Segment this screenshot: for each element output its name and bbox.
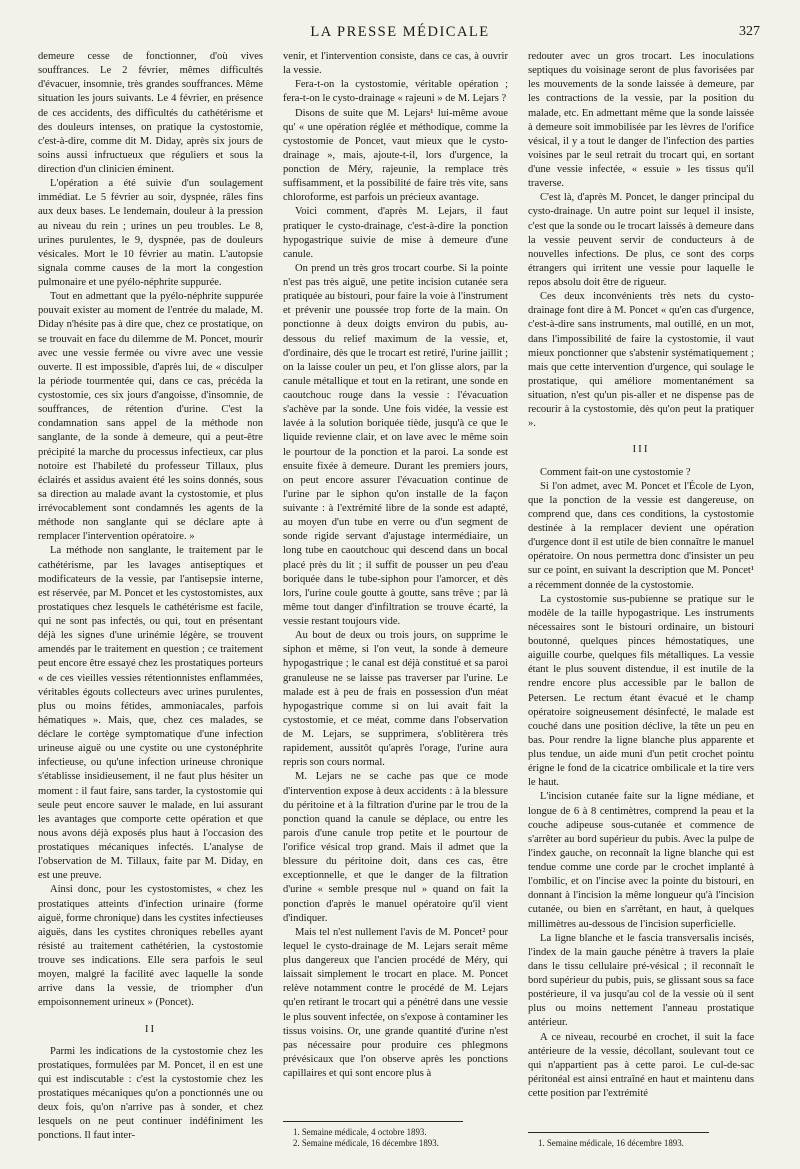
paragraph: Ainsi donc, pour les cystostomistes, « chez les prostatiques atteints d'infection urinaire (forme aiguë, forme chronique) dans les cystites infectieuses aiguës, dans les cystites chroniques rebelles ayant résisté au traitement cathétérien, la cystostomie trouve ses indications. Elle sera parfois le seul moyen, malgré la facilité avec laquelle la sonde arrive dans la vessie, de triompher d'un empoisonnement urineux » (Poncet). bbox=[38, 884, 263, 1009]
paragraph: A ce niveau, recourbé en crochet, il suit la face antérieure de la vessie, décollant, soulevant tout ce qui n'appartient pas à cette paroi. Le cul-de-sac péritonéal est ainsi entraîné en haut et maintenu dans cette position par l'extrémité bbox=[528, 1031, 754, 1099]
section-number: II bbox=[144, 1022, 157, 1035]
footnote-rule bbox=[283, 1121, 463, 1122]
footnote-rule bbox=[528, 1132, 709, 1133]
paragraph: La ligne blanche et le fascia transversalis incisés, l'index de la main gauche pénètre à travers la plaie dans le tissu cellulaire pré-vésical ; il reconnaît le bord supérieur du pubis, puis, se glissant sous sa face postérieure, il va jusqu'au col de la vessie où il sent plus ou moins nettement l'anneau prostatique antérieur. bbox=[528, 932, 754, 1029]
text-columns bbox=[38, 50, 762, 1155]
footnotes bbox=[528, 1132, 754, 1149]
paragraph: redouter avec un gros trocart. Les inoculations septiques du voisinage seront de plus favorisées par les mouvements de la sonde laissée à demeure, par les contractions de la vessie, par la position du malade, etc. En admettant même que la sonde laissée à demeure soit immobilisée par les lèvres de l'orifice vésical, il y a tout le danger de l'infection des parties voisines par le seul retrait du trocart qui, en sortant d'une vessie infectée, « essuie » les tissus qu'il traverse. bbox=[528, 51, 754, 190]
running-head bbox=[38, 0, 762, 50]
paragraph: venir, et l'intervention consiste, dans ce cas, à ouvrir la vessie. bbox=[283, 51, 508, 77]
paragraph: La méthode non sanglante, le traitement par le cathétérisme, par les lavages antiseptiques et modificateurs de la vessie, par l'antisepsie interne, est réservée, par M. Poncet et les cystostomistes, aux prostatiques chez lesquels le cathétérisme est facile, qui ne sont pas infectés, ou qui, tout en présentant déjà les signes d'une urinémie légère, se trouvent amendés par le traitement en question ; ce traitement peut encore être essayé chez les prostatiques porteurs « de ces vieilles vessies rétentionnistes enflammées, véritables égouts collecteurs avec urines purulentes, plus ou moins fétides, ammoniacales, parfois hématiques ». Mais, que, chez ces malades, se déclare le cortège symptomatique d'une infection urineuse aiguë ou une cystite ou une cystonéphrite infectieuse, ou qu'une infection urineuse chronique s'établisse insidieusement, il ne faut plus hésiter un moment : il faut faire, sans tarder, la cystostomie qui seule peut encore sauver le malade, en lui assurant les avantages que comporte cette opération et que nous avons déjà exposés plus haut à l'occasion des prostatiques mécaniques infectés. L'analyse de l'observation de M. Tillaux, faite par M. Diday, en est une preuve. bbox=[38, 545, 263, 882]
column-right bbox=[528, 50, 754, 1155]
paragraph: Ces deux inconvénients très nets du cysto-drainage font dire à M. Poncet « qu'en cas d'urgence, c'est-à-dire sans instruments, mal outillé, en un mot, dans l'impossibilité de faire la cystostomie, il vaut mieux ponctionner que s'abstenir systématiquement ; mais que cette intervention d'urgence, qui soulage le prostatique, qui améliore momentanément sa situation, n'est qu'un pis-aller et ne dispense pas de recourir à la cystostomie, dès qu'on peut la pratiquer ». bbox=[528, 291, 754, 430]
footnotes bbox=[283, 1121, 508, 1149]
paragraph: Si l'on admet, avec M. Poncet et l'École de Lyon, que la ponction de la vessie est dangereuse, on comprend que, dans ces conditions, la cystostomie destinée à la remplacer devient une opération d'urgence dont il est utile de bien connaître le manuel opératoire. On nous permettra donc d'insister un peu sur ce point, en suivant la description que M. Poncet¹ a récemment donnée de la cystostomie. bbox=[528, 480, 754, 591]
paragraph: On prend un très gros trocart courbe. Si la pointe n'est pas très aiguë, une petite incision cutanée sera pratiquée au bistouri, pour faire la voie à l'instrument et prévenir une poussée trop forte de la main. On ponctionne à deux doigts environ du pubis, au-dessous du relief maximum de la vessie, et, d'ordinaire, dès que le trocart est retiré, l'urine jaillit ; on la laisse couler un peu, et l'on glisse alors, par la canule métallique et tout en la retirant, une sonde en caoutchouc rouge dans la vessie : l'évacuation s'achève par la sonde. Une fois vidée, la vessie est lavée à la solution boriquée tiède, jusqu'à ce que le liquide revienne clair, et on lave avec le même soin le pourtour de la ponction et la paroi. La sonde est ensuite fixée à demeure. Durant les premiers jours, on peut encore assurer l'évacuation continue de l'urine par le siphon qu'on installe de la façon suivante : à l'extrémité libre de la sonde est adapté, au moyen d'un tube en verre ou d'un segment de sonde rigide servant d'ajustage intermédiaire, un long tube en caoutchouc qui descend dans un bocal placé près du lit ; il suffit de pousser un peu d'eau boriquée dans le tube-siphon pour l'amorcer, et dès lors, l'urine coule goutte à goutte, sans trêve ; par là même tout danger d'infiltration se trouve écarté, la vessie restant toujours vide. bbox=[283, 262, 508, 627]
section-number: III bbox=[632, 443, 650, 456]
column-middle bbox=[283, 50, 508, 1155]
paragraph: Fera-t-on la cystostomie, véritable opération ; fera-t-on le cysto-drainage « rajeuni » de M. Lejars ? bbox=[283, 79, 508, 105]
paragraph: M. Lejars ne se cache pas que ce mode d'intervention expose à deux accidents : à la blessure du péritoine et à la filtration d'urine par le trou de la ponction quand la canule se déplace, ou entre les parois d'une canule trop petite et le pourtour de l'orifice vésical trop grand. Mais il admet que la blessure du péritoine doit, dans ces cas, être exceptionnelle, et que le danger de la filtration d'urine « semble presque nul » quand on fait la ponction d'après le manuel opératoire qu'il vient d'indiquer. bbox=[283, 771, 508, 924]
paragraph: Parmi les indications de la cystostomie chez les prostatiques, formulées par M. Poncet, il en est une qui est indiscutable : c'est la cystostomie chez les prostatiques mécaniques qu'on a ponctionnés une ou deux fois, qu'on n'arrive pas à sonder, et chez lesquels on ne peut continuer indéfiniment les ponctions. Il faut inter- bbox=[38, 1045, 263, 1142]
column-left bbox=[38, 50, 263, 1155]
paragraph: La cystostomie sus-pubienne se pratique sur le modèle de la taille hypogastrique. Les instruments nécessaires sont le bistouri ordinaire, un bistouri boutonné, quelques pinces hémostatiques, une aiguille courbe, quelques fils métalliques. La vessie étant le plus souvent distendue, il est inutile de la rendre encore plus accessible par le ballon de Petersen. Le rectum étant évacué et le champ opératoire soigneusement désinfecté, le malade est couché dans une position déclive, la tête un peu en bas. Pour rendre la ligne blanche plus apparente et plus tendue, un aide muni d'un petit crochet pointu érigne le fond de la cicatrice ombilicale et la tire vers le haut. bbox=[528, 593, 754, 789]
paragraph: Voici comment, d'après M. Lejars, il faut pratiquer le cysto-drainage, c'est-à-dire la ponction hypogastrique suivie de mise à demeure d'une canule. bbox=[283, 206, 508, 260]
paragraph: L'opération a été suivie d'un soulagement immédiat. Le 5 février au soir, dyspnée, râles fins aux deux bases. Le lendemain, douleur à la pression au niveau du rein ; urines un peu troubles. Le 8, urines purulentes, le 9, dyspnée, pas de douleurs vésicales. Mort le 10 février au matin. L'autopsie signala comme causes de la mort la congestion pulmonaire et une pyélo-néphrite suppurée. bbox=[38, 178, 263, 288]
footnote: 1. Semaine médicale, 16 décembre 1893. bbox=[538, 1138, 684, 1148]
paragraph: Au bout de deux ou trois jours, on supprime le siphon et même, si l'on veut, la sonde à demeure hypogastrique ; le canal est déjà constitué et sa paroi granuleuse ne se laisse pas traverser par l'urine. Le malade est à peu de frais en possession d'un méat hypogastrique comme si on lui avait fait la cystostomie, et ce méat, comme dans l'observation de M. Lejars, se supprimera, s'oblitèrera très rapidement, aussitôt qu'après l'orage, l'urine aura repris son cours normal. bbox=[283, 630, 508, 769]
paragraph: Mais tel n'est nullement l'avis de M. Poncet² pour lequel le cysto-drainage de M. Lejars serait même plus dangereux que l'ancien procédé de Méry, qui laissait simplement le trocart en place. M. Poncet relève notamment contre le procédé de M. Lejars qu'en retirant le trocart qui a pénétré dans une vessie le plus souvent infectée, on s'expose à contaminer les tissus voisins. Or, une grande quantité d'urine n'est pas nécessaire pour produire ces phlegmons prévésicaux que l'on observe après les ponctions capillaires et qui sont encore plus à bbox=[283, 926, 508, 1079]
running-title: LA PRESSE MÉDICALE bbox=[310, 24, 490, 40]
page-number: 327 bbox=[739, 24, 760, 39]
paragraph: Disons de suite que M. Lejars¹ lui-même avoue qu' « une opération réglée et méthodique, comme la cystostomie de Poncet, vaut mieux que le cysto-drainage », mais, ajoute-t-il, lors d'urgence, la ponction de Méry, rajeunie, la remplace très suffisamment, et la possibilité de faire très vite, sans chloroforme, est parfois un précieux avantage. bbox=[283, 107, 508, 204]
section-heading-question: Comment fait-on une cystostomie ? bbox=[540, 466, 691, 478]
paragraph: C'est là, d'après M. Poncet, le danger principal du cysto-drainage. Un autre point sur lequel il insiste, c'est que la sonde ou le trocart laissés à demeure dans la vessie peuvent servir de conducteurs à de nouvelles infections. De plus, ce sont des corps étrangers qui irritent une vessie pour laquelle le repos absolu doit être de rigueur. bbox=[528, 192, 754, 288]
paragraph: Tout en admettant que la pyélo-néphrite suppurée pouvait exister au moment de l'entrée du malade, M. Diday n'hésite pas à dire que, chez ce prostatique, on se trouvait en face du dilemme de M. Poncet, mourir avec une vessie fermée ou vivre avec une vessie ouverte. Il est impossible, d'après lui, de « disculper la période tourmentée qui, dans ce cas, précéda la cystostomie, ces six jours d'angoisse, d'insomnie, de souffrances, de rétention d'urine. C'est la condamnation sans appel de la méthode non sanglante, de la sonde à demeure, qui a peut-être précipité la marche du processus infectieux, car plus notoire est l'habileté du professeur Tillaux, plus éclairés et assidus avaient été les soins donnés, sous sa direction au malade avant la cystostomie, et plus irrévocablement sont condamnés les agents de la méthode non sanglante qui se déclare apte à remplacer l'intervention opératoire. » bbox=[38, 291, 263, 543]
footnote: 2. Semaine médicale, 16 décembre 1893. bbox=[293, 1138, 439, 1148]
paragraph: L'incision cutanée faite sur la ligne médiane, et longue de 6 à 8 centimètres, comprend la peau et la couche adipeuse sous-cutanée et commence de s'arrêter au bord supérieur du pubis. Avec la pulpe de l'index gauche, on reconnaît la ligne blanche qui est tendue comme une corde par le crochet implanté à l'ombilic, et on l'incise avec la pointe du bistouri, en donnant à l'incision la même longueur qu'à l'incision cutanée, ou bien en s'arrêtant, en haut, à quelques millimètres au-dessous de l'incision superficielle. bbox=[528, 791, 754, 930]
paragraph: demeure cesse de fonctionner, d'où vives souffrances. Le 2 février, mêmes difficultés d'évacuer, insomnie, très grandes souffrances. Même situation les jours suivants. Le 4 février, en présence de ces accidents, des difficultés du cathétérisme et des douleurs intenses, on pratique la cystostomie, c'est-à-dire, comme dit M. Diday, après six jours de soins aussi infructueux que réguliers et sous la direction d'un clinicien éminent. bbox=[38, 51, 263, 175]
footnote: 1. Semaine médicale, 4 octobre 1893. bbox=[293, 1127, 427, 1137]
